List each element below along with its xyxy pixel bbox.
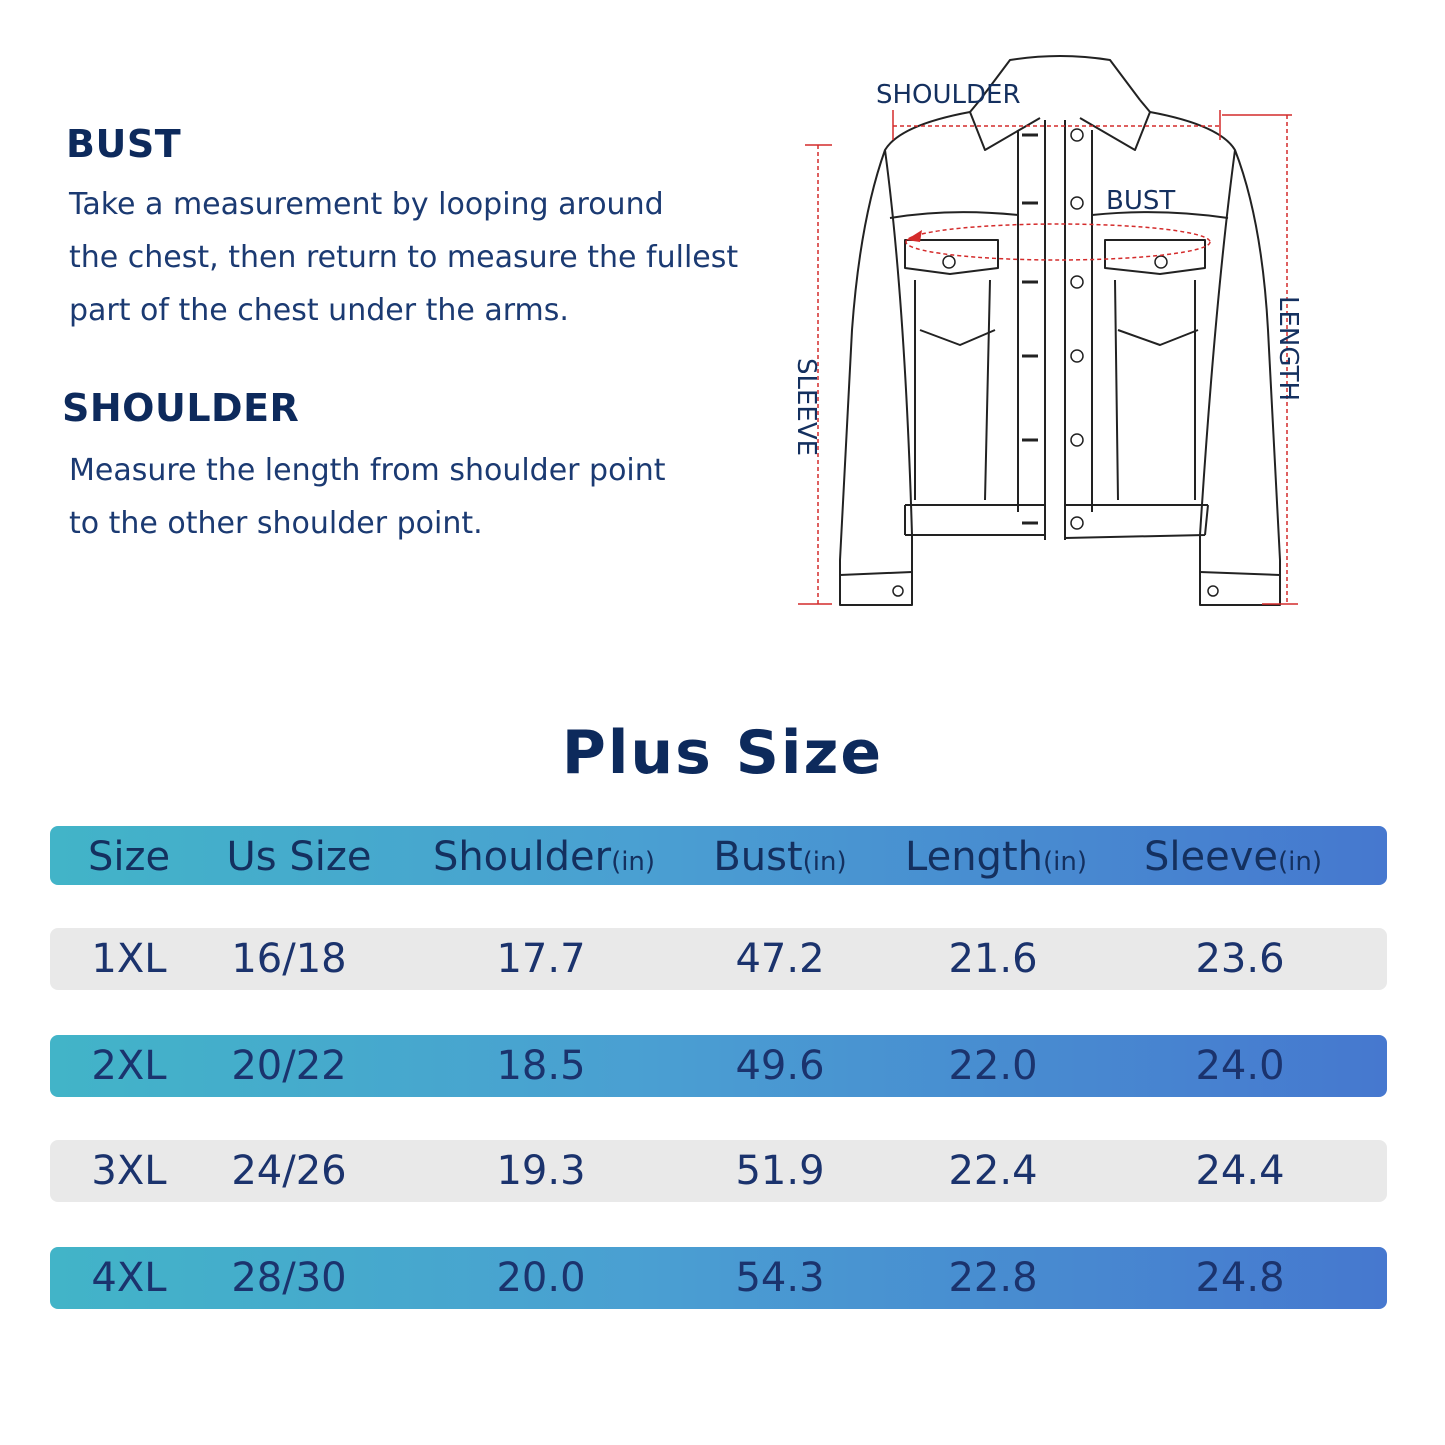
cell-sleeve: 23.6	[1195, 936, 1285, 982]
header-us-size: Us Size	[226, 834, 372, 880]
table-row	[50, 1247, 1387, 1309]
cell-bust: 54.3	[735, 1255, 825, 1301]
cell-shoulder: 20.0	[496, 1255, 586, 1301]
bust-description	[69, 178, 738, 337]
cell-size: 3XL	[91, 1148, 167, 1194]
cell-sleeve: 24.8	[1195, 1255, 1285, 1301]
shoulder-label: SHOULDER	[876, 80, 1021, 110]
cell-us-size: 28/30	[231, 1255, 347, 1301]
cell-sleeve: 24.4	[1195, 1148, 1285, 1194]
shoulder-line-1: Measure the length from shoulder point	[69, 453, 666, 488]
cell-us-size: 16/18	[231, 936, 347, 982]
cell-us-size: 24/26	[231, 1148, 347, 1194]
cell-shoulder: 19.3	[496, 1148, 586, 1194]
header-length: Length(in)	[905, 834, 1087, 880]
bust-measure-ellipse	[906, 224, 1210, 260]
cell-length: 22.4	[948, 1148, 1038, 1194]
header-bust: Bust(in)	[713, 834, 847, 880]
cell-shoulder: 17.7	[496, 936, 586, 982]
shoulder-description	[69, 444, 666, 550]
cell-length: 22.0	[948, 1043, 1038, 1089]
table-row	[50, 928, 1387, 990]
shoulder-heading: SHOULDER	[62, 386, 300, 430]
bust-heading: BUST	[66, 122, 182, 166]
cell-size: 2XL	[91, 1043, 167, 1089]
size-chart-title: Plus Size	[561, 718, 884, 788]
cell-shoulder: 18.5	[496, 1043, 586, 1089]
table-row	[50, 1140, 1387, 1202]
table-row	[50, 1035, 1387, 1097]
cell-us-size: 20/22	[231, 1043, 347, 1089]
header-shoulder: Shoulder(in)	[432, 834, 656, 880]
jacket-measurement-diagram	[780, 45, 1320, 625]
cell-length: 22.8	[948, 1255, 1038, 1301]
bust-arrow-icon	[906, 230, 922, 242]
cell-sleeve: 24.0	[1195, 1043, 1285, 1089]
sleeve-label: SLEEVE	[791, 358, 821, 457]
cell-size: 1XL	[91, 936, 167, 982]
cell-bust: 49.6	[735, 1043, 825, 1089]
cell-bust: 47.2	[735, 936, 825, 982]
header-size: Size	[87, 834, 171, 880]
cell-bust: 51.9	[735, 1148, 825, 1194]
length-label: LENGTH	[1273, 296, 1303, 402]
bust-line-2: the chest, then return to measure the fullest	[69, 240, 739, 275]
buttonholes	[1022, 135, 1038, 523]
measurement-lines	[798, 110, 1298, 604]
cell-length: 21.6	[948, 936, 1038, 982]
table-header	[50, 826, 1387, 885]
bust-line-1: Take a measurement by looping around	[69, 187, 664, 222]
cell-size: 4XL	[91, 1255, 167, 1301]
bust-line-3: part of the chest under the arms.	[69, 293, 569, 328]
shoulder-line-2: to the other shoulder point.	[69, 506, 483, 541]
jacket-outline	[840, 56, 1280, 605]
bust-label: BUST	[1106, 186, 1176, 216]
header-sleeve: Sleeve(in)	[1143, 834, 1323, 880]
